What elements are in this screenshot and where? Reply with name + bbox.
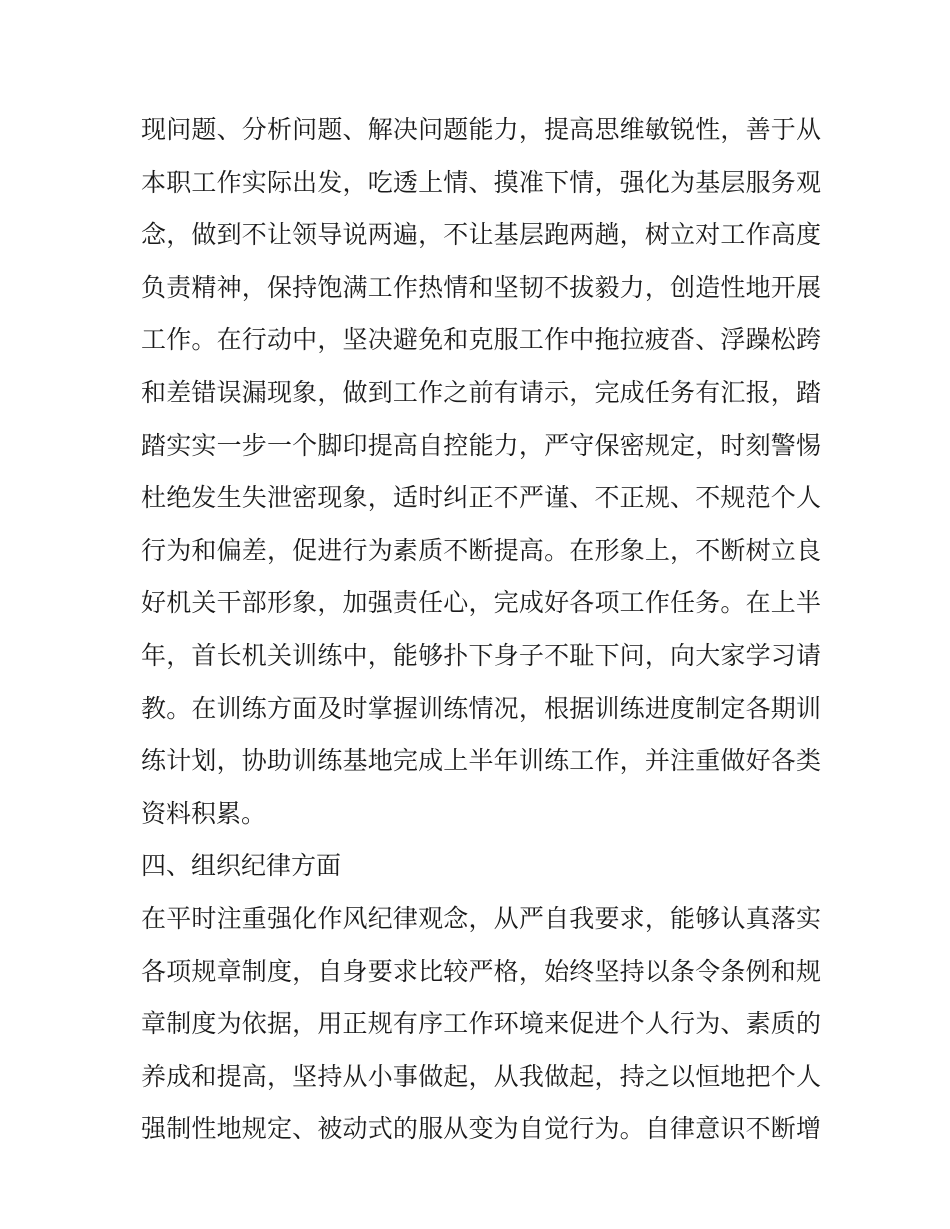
text-line: 和差错误漏现象，做到工作之前有请示，完成任务有汇报，踏	[141, 377, 821, 407]
text-line: 教。在训练方面及时掌握训练情况，根据训练进度制定各期训	[141, 693, 821, 723]
text-line: 负责精神，保持饱满工作热情和坚韧不拔毅力，创造性地开展	[141, 272, 821, 302]
text-line: 好机关干部形象，加强责任心，完成好各项工作任务。在上半	[141, 588, 821, 618]
text-line: 各项规章制度，自身要求比较严格，始终坚持以条令条例和规	[141, 956, 821, 986]
text-line: 现问题、分析问题、解决问题能力，提高思维敏锐性，善于从	[141, 115, 821, 144]
text-line: 行为和偏差，促进行为素质不断提高。在形象上，不断树立良	[141, 535, 821, 565]
text-line: 章制度为依据，用正规有序工作环境来促进个人行为、素质的	[141, 1009, 821, 1039]
text-line: 本职工作实际出发，吃透上情、摸准下情，强化为基层服务观	[141, 167, 821, 197]
section-heading: 四、组织纪律方面	[141, 851, 342, 881]
text-line: 年，首长机关训练中，能够扑下身子不耻下问，向大家学习请	[141, 640, 821, 670]
paragraph-2	[141, 893, 821, 1156]
text-line: 念，做到不让领导说两遍，不让基层跑两趟，树立对工作高度	[141, 220, 821, 250]
text-line: 在平时注重强化作风纪律观念，从严自我要求，能够认真落实	[141, 903, 821, 933]
text-line: 踏实实一步一个脚印提高自控能力，严守保密规定，时刻警惕	[141, 430, 821, 460]
text-line: 练计划，协助训练基地完成上半年训练工作，并注重做好各类	[141, 746, 821, 776]
text-line: 强制性地规定、被动式的服从变为自觉行为。自律意识不断增	[141, 1114, 821, 1144]
text-line: 养成和提高，坚持从小事做起，从我做起，持之以恒地把个人	[141, 1061, 821, 1091]
paragraph-1	[141, 104, 821, 840]
text-line: 工作。在行动中，坚决避免和克服工作中拖拉疲沓、浮躁松跨	[141, 325, 821, 355]
text-line: 杜绝发生失泄密现象，适时纠正不严谨、不正规、不规范个人	[141, 483, 821, 513]
document-body	[141, 104, 821, 1156]
text-line: 资料积累。	[141, 798, 267, 828]
